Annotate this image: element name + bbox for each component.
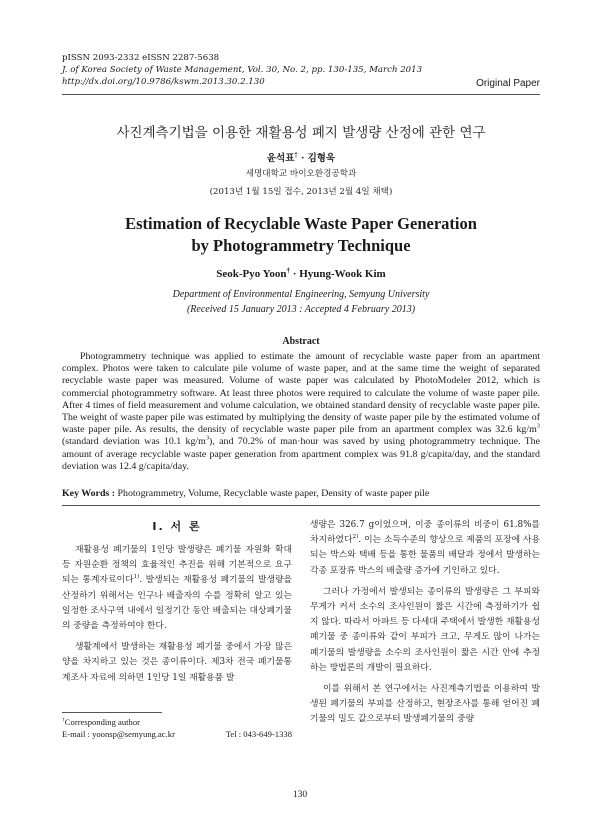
keywords <box>62 488 540 499</box>
footnote-tel: Tel : 043-649-1338 <box>225 729 292 739</box>
abstract-body <box>62 351 540 473</box>
abstract-divider <box>62 505 540 506</box>
citation-ref[interactable]: 1) <box>133 574 140 581</box>
paragraph: 이를 위해서 본 연구에서는 사진계측기법을 이용하여 발생된 폐기물의 부피를 산정하고, 현장조사를 통해 얻어진 폐기물의 밀도 값으로부터 발생폐기물의 중량 <box>310 684 540 725</box>
issn-line: pISSN 2093-2332 eISSN 2287-5638 <box>62 53 220 63</box>
korean-authors <box>62 150 540 164</box>
body-column-right <box>310 518 540 728</box>
article-type-badge: Original Paper <box>476 78 540 89</box>
footnote-mark: † <box>62 717 65 724</box>
header-divider <box>62 94 540 95</box>
journal-citation: J. of Korea Society of Waste Management, Vol. 30, No. 2, pp. 130-135, March 2013 <box>62 65 423 75</box>
korean-title: 사진계측기법을 이용한 재활용성 폐지 발생량 산정에 관한 연구 <box>116 125 486 141</box>
footnote-email[interactable]: E-mail : yoonsp@semyung.ac.kr <box>62 729 175 739</box>
body-column-left <box>62 543 292 686</box>
english-dates: (Received 15 January 2013 : Accepted 4 February 2013) <box>186 304 416 315</box>
abstract-text-a: Photogrammetry technique was applied to estimate the amount of recyclable waste paper from an apartment complex. Photos were taken to calculate pile volume of waste paper, and at the same time the weight of separated recyclable waste paper was measured. Volume of waste paper was calculated by PhotoModeler 2012, which is commercial photogrammetry software. At least three photos were required to calculate the volume of waste paper pile. After 4 times of field measurement and volume calculation, we obtained standard density of recyclable waste paper pile. The weight of waste paper pile was estimated by multiplying the density of waste paper pile by the estimated volume of waste paper pile. As results, the density of recyclable waste paper pile from an apartment complex was 32.6 kg/m <box>62 351 540 436</box>
korean-dates: (2013년 1월 15일 접수, 2013년 2월 4일 채택) <box>209 187 393 197</box>
english-title-line-1: Estimation of Recyclable Waste Paper Generation <box>125 214 477 233</box>
keywords-text: Photogrammetry, Volume, Recyclable waste paper, Density of waste paper pile <box>117 488 430 499</box>
page-number: 130 <box>292 790 308 800</box>
english-affiliation: Department of Environmental Engineering, Semyung University <box>172 289 430 300</box>
abstract-text-c: ), and 70.2% of man·hour was saved by using photogrammetry technique. The amount of average recyclable waste paper generation from apartment complex was 91.8 g/capita/day, and the standard deviation was 12.4 g/capita/day. <box>62 436 540 472</box>
korean-author-1: 윤석표 <box>266 153 295 164</box>
english-authors <box>62 268 540 280</box>
footnote-divider <box>62 712 162 713</box>
english-title <box>62 213 540 257</box>
paragraph-text: . 이는 소득수준의 향상으로 제품의 포장에 사용되는 박스와 택배 등을 통한 물품의 배달과 정에서 발생하는 각종 포장류 박스의 배출량 증가에 기인하고 있다. <box>310 535 540 576</box>
footnote-label: Corresponding author <box>64 717 140 727</box>
journal-header <box>62 52 422 88</box>
english-title-line-2: by Photogrammetry Technique <box>191 236 411 255</box>
paragraph <box>62 543 292 634</box>
abstract-text-b: (standard deviation was 10.1 kg/m <box>62 436 206 448</box>
abstract-sup-2: 3 <box>205 435 210 443</box>
paragraph: 생활계에서 발생하는 재활용성 폐기물 중에서 가장 많은 양을 차지하고 있는 것은 종이류이다. 제3차 전국 폐기물통계조사 자료에 의하면 1인당 1일 재활용품 발 <box>62 642 292 683</box>
korean-affiliation: 세명대학교 바이오환경공학과 <box>245 169 357 179</box>
footnote <box>62 716 292 740</box>
paragraph-text: 생량은 326.7 g이었으며, 이중 종이류의 비중이 61.8%를 차지하였다 <box>310 520 540 546</box>
abstract-sup-1: 3 <box>536 422 540 430</box>
english-author-1: Seok-Pyo Yoon <box>216 268 287 280</box>
paragraph-text: . 발생되는 재활용성 폐기물의 발생량을 산정하기 위해서는 인구나 배출자의 수를 정확히 알고 있는 일정한 조사구역 내에서 일정기간 동안 배출되는 대상폐기물의 중량을 측정하여야 한다. <box>62 575 293 632</box>
corresponding-mark: † <box>294 151 298 159</box>
paragraph <box>310 518 540 579</box>
citation-ref[interactable]: 2) <box>352 534 359 541</box>
paragraph: 그러나 가정에서 발생되는 종이류의 발생량은 그 부피와 무게가 커서 소수의 조사인원이 짧은 시간에 측정하기가 쉽지 않다. 따라서 아파트 등 다세대 주택에서 발생한 재활용성 폐기물 중 종이류와 같이 부피가 크고, 무게도 많이 나가는 폐기물의 발생량을 소수의 조사인원이 짧은 시간 안에 추정하는 방법론의 개발이 필요하다. <box>310 586 540 673</box>
footnote-title <box>62 716 292 728</box>
abstract-heading: Abstract <box>282 336 320 347</box>
english-author-2: · Hyung-Wook Kim <box>290 268 386 280</box>
keywords-label: Key Words : <box>62 488 118 499</box>
korean-author-2: · 김형욱 <box>297 153 336 164</box>
section-heading: I. 서 론 <box>152 520 202 533</box>
doi-link[interactable]: http://dx.doi.org/10.9786/kswm.2013.30.2.130 <box>62 77 265 87</box>
corresponding-mark: † <box>286 266 291 275</box>
paragraph-text: 재활용성 폐기물의 1인당 발생량은 폐기물 자원화 확대 등 자원순환 정책의 효율적인 추진을 위해 기본적으로 요구되는 통계자료이다 <box>62 545 292 586</box>
footnote-contact <box>62 728 292 740</box>
